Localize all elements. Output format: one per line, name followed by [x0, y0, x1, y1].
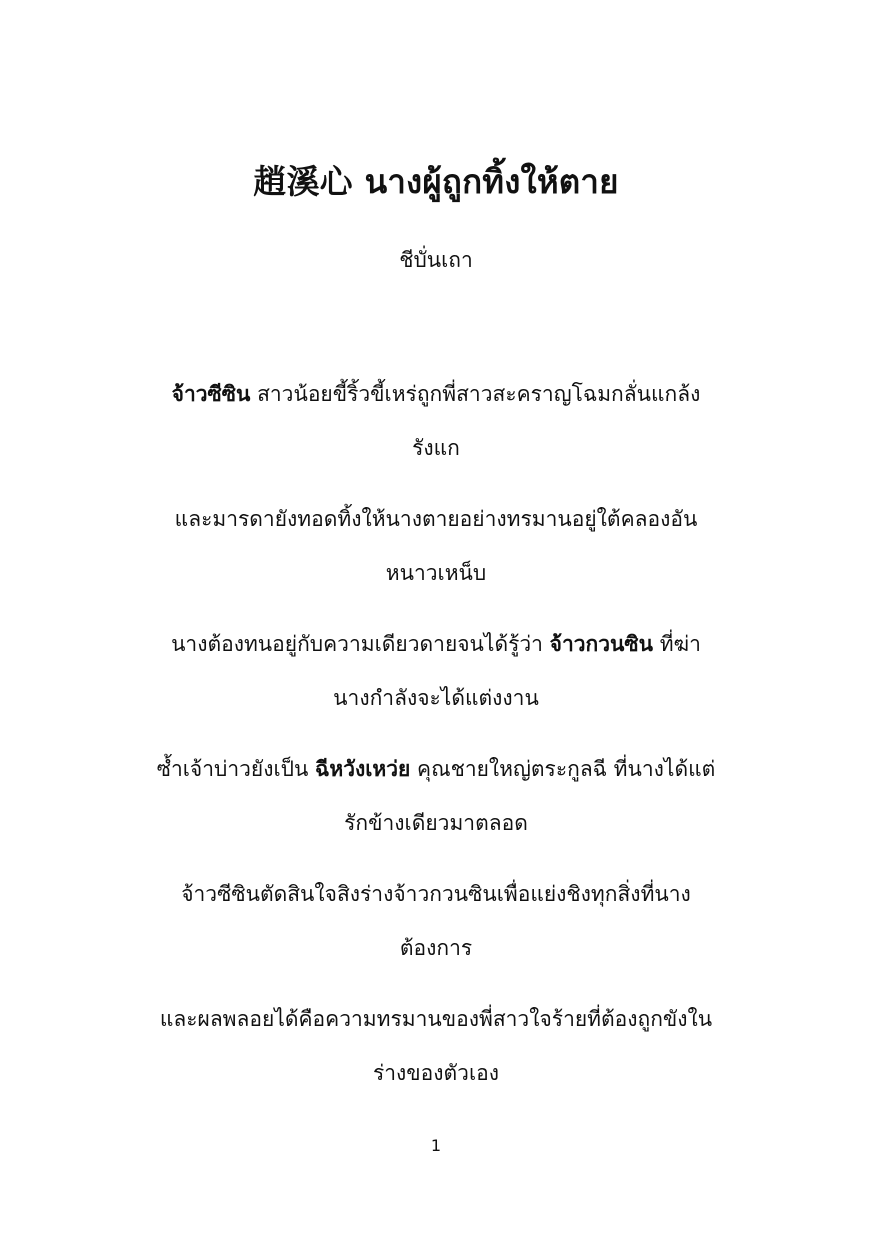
paragraph-line: นางกำลังจะได้แต่งงาน	[333, 686, 539, 710]
synopsis-paragraph	[130, 745, 742, 845]
character-name: ฉีหวังเหว่ย	[315, 757, 411, 781]
synopsis-paragraph	[130, 870, 742, 970]
synopsis-paragraph	[130, 495, 742, 595]
paragraph-text: คุณชายใหญ่ตระกูลฉี ที่นางได้แต่	[410, 757, 716, 781]
paragraph-text: ที่ฆ่า	[653, 632, 701, 656]
synopsis-paragraph	[130, 620, 742, 720]
paragraph-line: รังแก	[412, 436, 460, 460]
paragraph-line: และผลพลอยได้คือความทรมานของพี่สาวใจร้ายที่ต้องถูกขังใน	[159, 1007, 713, 1031]
page-number: 1	[430, 1136, 442, 1155]
paragraph-line	[130, 622, 742, 666]
paragraph-line	[130, 372, 742, 416]
paragraph-text: สาวน้อยขี้ริ้วขี้เหร่ถูกพี่สาวสะคราญโฉมกลั่นแกล้ง	[250, 382, 701, 406]
character-name: จ้าวกวนซิน	[549, 632, 654, 656]
paragraph-text: นางต้องทนอยู่กับความเดียวดายจนได้รู้ว่า	[171, 632, 550, 656]
synopsis-paragraph	[130, 370, 742, 470]
paragraph-line: ร่างของตัวเอง	[372, 1061, 500, 1085]
paragraph-line: หนาวเหน็บ	[385, 561, 487, 585]
synopsis	[130, 370, 742, 1120]
paragraph-line: ต้องการ	[399, 936, 473, 960]
paragraph-text: ซ้ำเจ้าบ่าวยังเป็น	[156, 757, 316, 781]
paragraph-line	[130, 747, 742, 791]
document-title: 趙溪心 นางผู้ถูกทิ้งให้ตาย	[253, 162, 619, 201]
character-name: จ้าวซีซิน	[171, 382, 251, 406]
paragraph-line: และมารดายังทอดทิ้งให้นางตายอย่างทรมานอยู่ใต้คลองอัน	[174, 507, 698, 531]
author-name: ชีบั่นเถา	[399, 248, 473, 272]
synopsis-paragraph	[130, 995, 742, 1095]
paragraph-line: รักข้างเดียวมาตลอด	[344, 811, 528, 835]
paragraph-line: จ้าวซีซินตัดสินใจสิงร่างจ้าวกวนซินเพื่อแย่งชิงทุกสิ่งที่นาง	[181, 882, 691, 906]
